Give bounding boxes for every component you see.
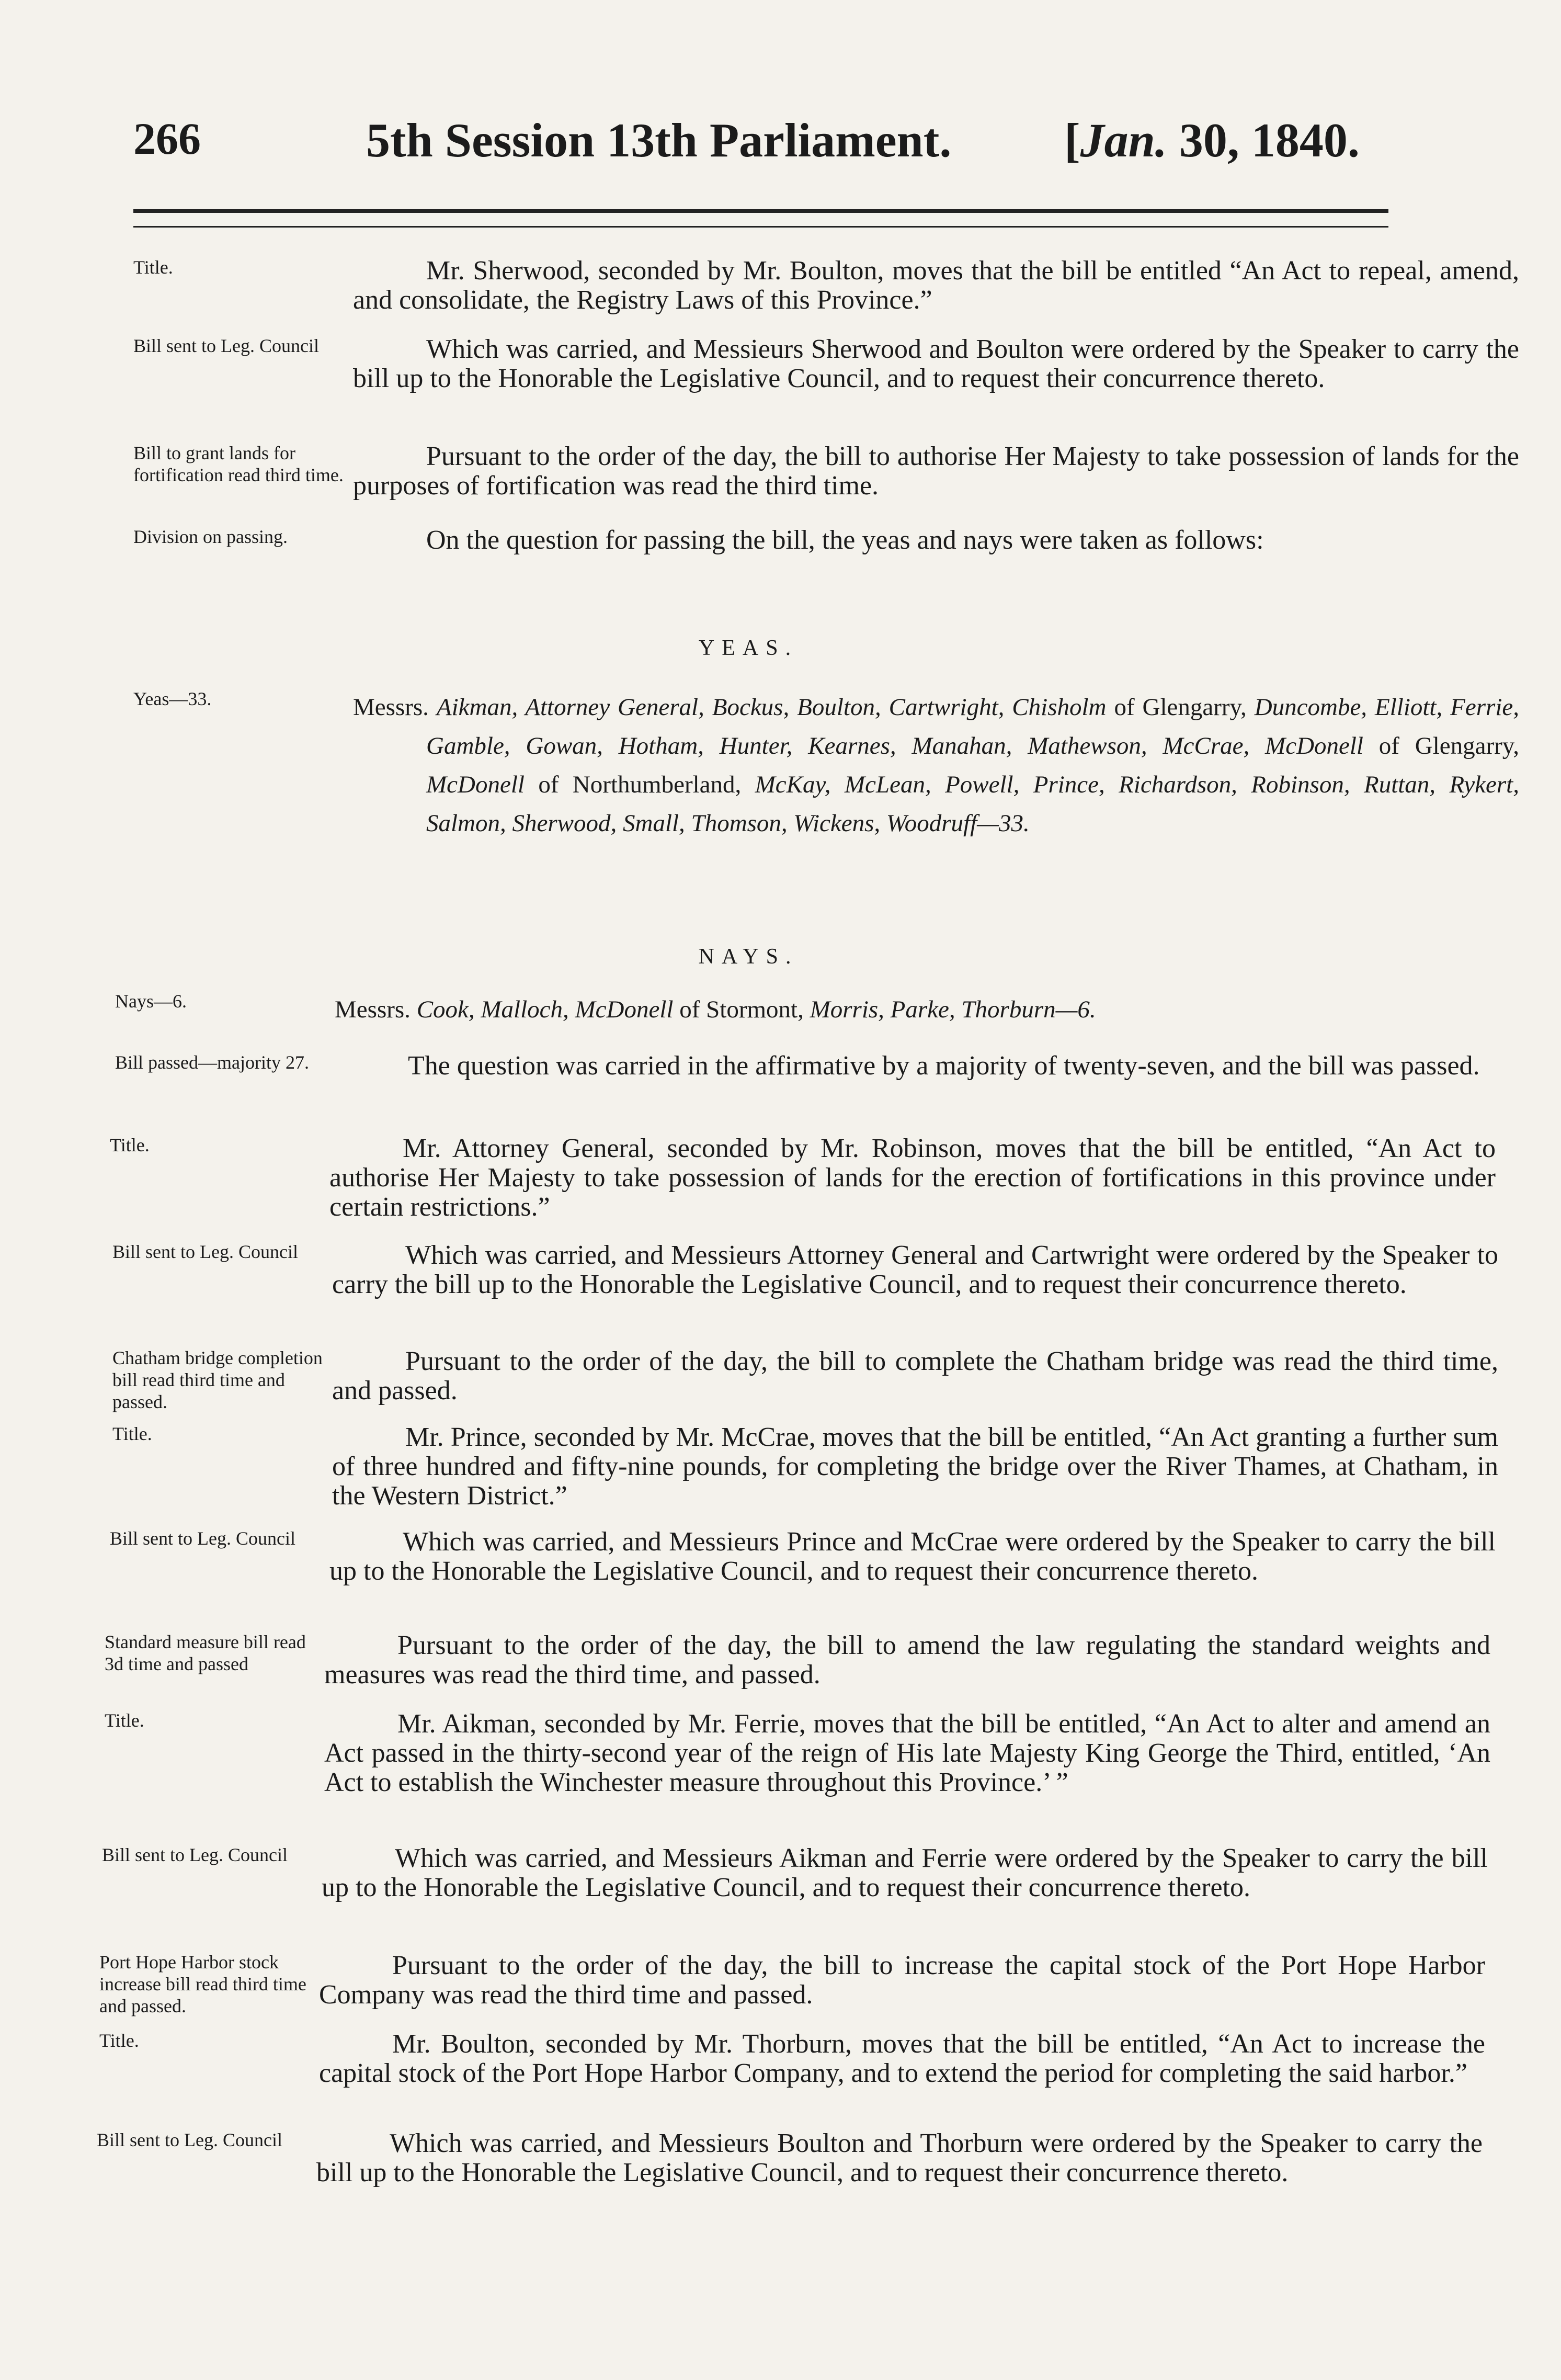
margin-note: Bill sent to Leg. Council (133, 335, 319, 356)
entry-text: Which was carried, and Messieurs Prince and McCrae were ordered by the Speaker to carry the bill up to the Honorable the Legislative Council, and to request their concurrence thereto. (329, 1527, 1496, 1586)
names-of: of Northumberland, (524, 771, 755, 798)
margin-note: Bill sent to Leg. Council (97, 2129, 282, 2150)
page-header (133, 112, 1388, 191)
margin-note: Standard measure bill read 3d time and passed (105, 1631, 306, 1674)
margin-note: Title. (112, 1423, 152, 1444)
margin-note: Bill to grant lands for fortification read third time. (133, 443, 344, 485)
nays-names (335, 990, 1501, 1029)
names-part: McKay, McLean, Powell, Prince, Richardson, Robinson, Ruttan, Rykert, Salmon, Sherwood, Small, Thomson, Wickens, Woodruff—33. (426, 771, 1519, 837)
yeas-names (353, 688, 1519, 843)
names-of: of Glengarry, (1363, 732, 1519, 760)
margin-note: Division on passing. (133, 526, 288, 547)
margin-note: Title. (133, 257, 173, 278)
names-part: McDonell (426, 771, 525, 798)
entry-text: Mr. Aikman, seconded by Mr. Ferrie, moves that the bill be entitled, “An Act to alter and amend an Act passed in the thirty-second year of the reign of His late Majesty King George the Third, entitled, ‘An Act to establish the Winchester measure throughout this Province.’ ” (324, 1709, 1490, 1797)
names-part: Aikman, Attorney General, Bockus, Boulton, Cartwright, Chisholm (436, 694, 1107, 721)
entry-text: Pursuant to the order of the day, the bill to amend the law regulating the standard weights and measures was read the third time, and passed. (324, 1630, 1490, 1690)
messrs-label: Messrs. (353, 694, 429, 721)
entry-text: Which was carried, and Messieurs Attorney General and Cartwright were ordered by the Speaker to carry the bill up to the Honorable the Legislative Council, and to request their concurrence thereto. (332, 1240, 1498, 1299)
entry-text: Pursuant to the order of the day, the bill to authorise Her Majesty to take possession of lands for the purposes of fortification was read the third time. (353, 441, 1519, 501)
margin-note: Bill sent to Leg. Council (102, 1844, 288, 1865)
margin-note: Title. (105, 1710, 144, 1731)
date-bracket: [ (1064, 114, 1080, 167)
entry-text: Which was carried, and Messieurs Sherwood and Boulton were ordered by the Speaker to carry the bill up to the Honorable the Legislative Council, and to request their concurrence thereto. (353, 334, 1519, 393)
names-part: Cook, Malloch, McDonell (416, 996, 674, 1023)
margin-note: Port Hope Harbor stock increase bill read third time and passed. (99, 1952, 306, 2016)
entry-text: Pursuant to the order of the day, the bill to increase the capital stock of the Port Hope Harbor Company was read the third time and passed. (319, 1951, 1485, 2010)
yeas-heading: YEAS. (698, 636, 799, 660)
entry-text: The question was carried in the affirmative by a majority of twenty-seven, and the bill was passed. (408, 1051, 1480, 1081)
messrs-label: Messrs. (335, 996, 411, 1023)
date-month: Jan. (1080, 114, 1167, 167)
entry-text: Which was carried, and Messieurs Aikman and Ferrie were ordered by the Speaker to carry the bill up to the Honorable the Legislative Council, and to request their concurrence thereto. (322, 1843, 1488, 1902)
entry-text: Mr. Sherwood, seconded by Mr. Boulton, moves that the bill be entitled “An Act to repeal, amend, and consolidate, the Registry Laws of this Province.” (353, 256, 1519, 315)
margin-note: Title. (110, 1135, 150, 1155)
margin-note: Title. (99, 2030, 139, 2051)
entry-text: Mr. Prince, seconded by Mr. McCrae, moves that the bill be entitled, “An Act granting a further sum of three hundred and fifty-nine pounds, for completing the bridge over the River Thames, at Chatham, in the Western District.” (332, 1422, 1498, 1511)
names-part: Morris, Parke, Thorburn—6. (810, 996, 1096, 1023)
margin-note: Bill passed—majority 27. (115, 1052, 309, 1073)
yeas-count: Yeas—33. (133, 688, 212, 709)
entry-text: On the question for passing the bill, the yeas and nays were taken as follows: (426, 525, 1264, 555)
date-rest: 30, 1840. (1167, 114, 1360, 167)
page-title: 5th Session 13th Parliament. (366, 114, 952, 167)
margin-note: Bill sent to Leg. Council (110, 1528, 295, 1549)
margin-note: Bill sent to Leg. Council (112, 1241, 298, 1262)
names-of: of Stormont, (673, 996, 810, 1023)
margin-note: Chatham bridge completion bill read third time and passed. (112, 1347, 323, 1412)
entry-text: Which was carried, and Messieurs Boulton and Thorburn were ordered by the Speaker to carry the bill up to the Honorable the Legislative Council, and to request their concurrence thereto. (316, 2128, 1483, 2188)
page-number: 266 (133, 114, 201, 164)
header-rule-thick (133, 209, 1388, 213)
entry-text: Mr. Attorney General, seconded by Mr. Robinson, moves that the bill be entitled, “An Act to authorise Her Majesty to take possession of lands for the erection of fortifications in this province under certain restrictions.” (329, 1134, 1496, 1222)
names-part: Duncombe, Elliott, Ferrie, Gamble, Gowan, Hotham, Hunter, Kearnes, Manahan, Mathewson, McCrae, McDonell (426, 694, 1519, 760)
nays-heading: NAYS. (698, 945, 799, 969)
nays-count: Nays—6. (115, 991, 187, 1012)
page-date (1064, 112, 1360, 168)
header-rule-thin (133, 226, 1388, 228)
names-of: of Glengarry, (1106, 694, 1255, 721)
entry-text: Pursuant to the order of the day, the bill to complete the Chatham bridge was read the third time, and passed. (332, 1346, 1498, 1406)
entry-text: Mr. Boulton, seconded by Mr. Thorburn, moves that the bill be entitled, “An Act to increase the capital stock of the Port Hope Harbor Company, and to extend the period for completing the said harbor.” (319, 2029, 1485, 2088)
